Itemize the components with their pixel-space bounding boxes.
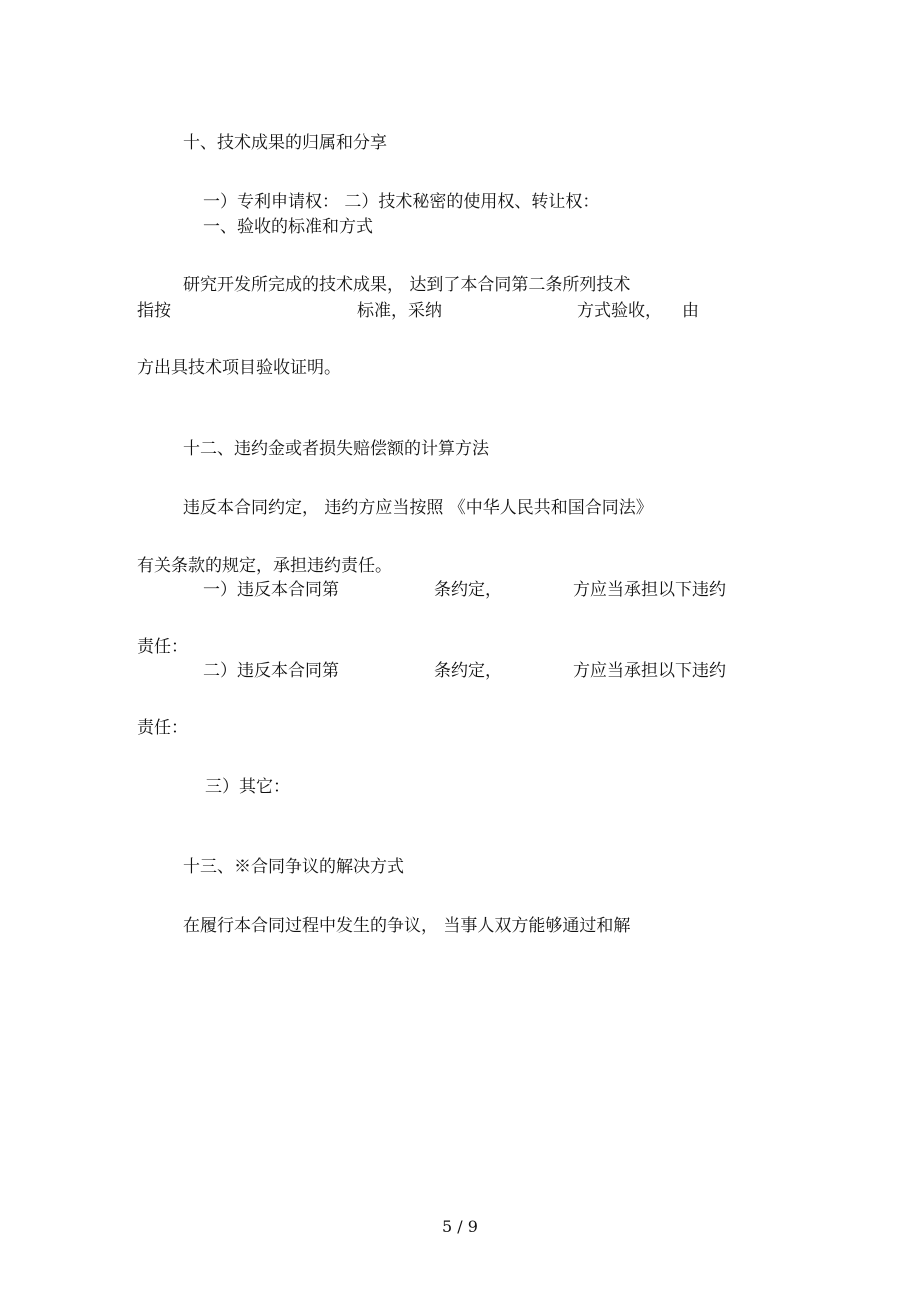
item-1-cont: 责任： [137, 637, 188, 657]
section-13-heading: 十三、※合同争议的解决方式 [183, 857, 404, 877]
section-10-line-1: 一）专利申请权： 二）技术秘密的使用权、转让权： [203, 192, 600, 212]
section-12-heading: 十二、违约金或者损失赔偿额的计算方法 [183, 439, 489, 459]
section-12-line-2: 有关条款的规定，承担违约责任。 [137, 556, 392, 576]
item-2-a: 二）违反本合同第 [203, 661, 339, 681]
section-12-line-1: 违反本合同约定， 违约方应当按照 《中华人民共和国合同法》 [183, 498, 653, 518]
item-2-b: 条约定， [434, 661, 502, 681]
page-number: 5 / 9 [442, 1217, 478, 1236]
section-13-line-1: 在履行本合同过程中发生的争议， 当事人双方能够通过和解 [183, 916, 631, 936]
acceptance-row-2-b: 标准，采纳 [357, 301, 442, 321]
item-3: 三）其它： [205, 777, 290, 797]
item-1-b: 条约定， [434, 580, 502, 600]
item-1-c: 方应当承担以下违约 [573, 580, 726, 600]
acceptance-row-2-c: 方式验收， [577, 301, 662, 321]
acceptance-line-1: 研究开发所完成的技术成果， 达到了本合同第二条所列技术 [183, 275, 631, 295]
item-2-c: 方应当承担以下违约 [573, 661, 726, 681]
acceptance-row-2-d: 由 [682, 301, 699, 321]
item-1-a: 一）违反本合同第 [203, 580, 339, 600]
acceptance-row-2-a: 指按 [137, 301, 171, 321]
section-11-heading: 一、验收的标准和方式 [203, 217, 373, 237]
section-10-heading: 十、技术成果的归属和分享 [183, 133, 387, 153]
item-2-cont: 责任： [137, 718, 188, 738]
acceptance-line-3: 方出具技术项目验收证明。 [137, 358, 341, 378]
